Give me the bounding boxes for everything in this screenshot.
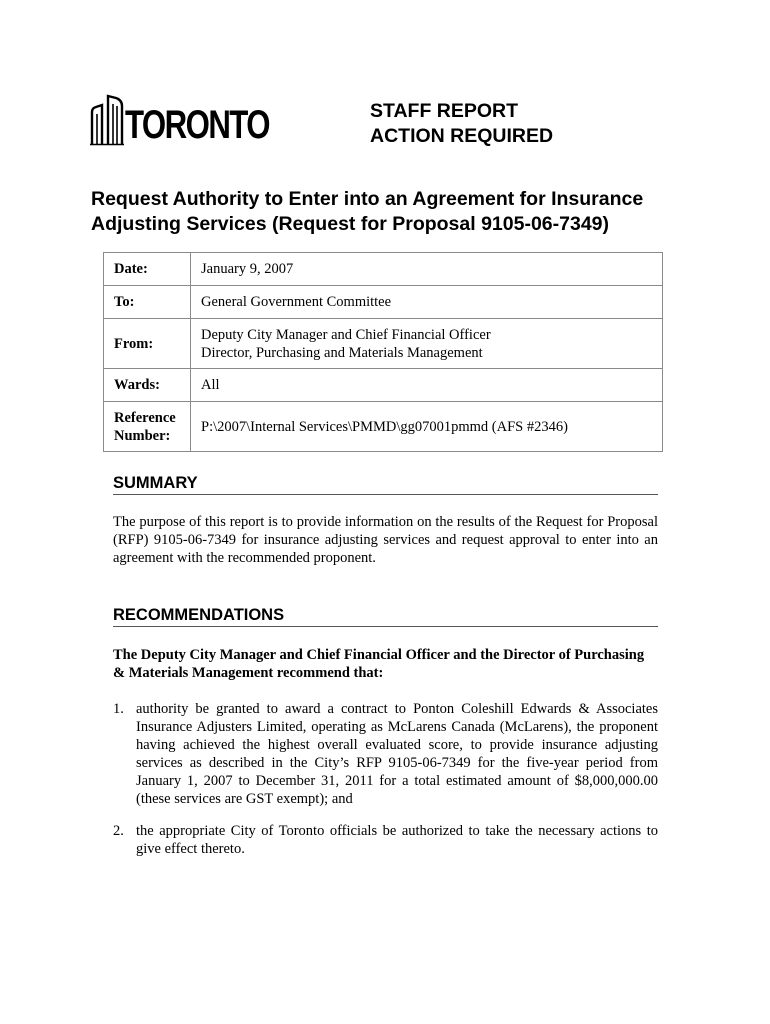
from-label: From: [104, 319, 191, 369]
list-item-number: 1. [113, 701, 124, 717]
date-label: Date: [104, 253, 191, 286]
list-item-text: the appropriate City of Toronto officials be authorized to take the necessary actions to give effect thereto. [136, 823, 658, 857]
table-row [104, 319, 663, 369]
to-label: To: [104, 286, 191, 319]
table-row [104, 286, 663, 319]
summary-heading: SUMMARY [113, 473, 658, 495]
list-item [113, 700, 658, 808]
report-details-table [103, 252, 663, 452]
recommendations-intro: The Deputy City Manager and Chief Financial Officer and the Director of Purchasing & Materials Management recommend that: [113, 647, 645, 681]
city-hall-icon [90, 94, 124, 146]
summary-text: The purpose of this report is to provide information on the results of the Request for Proposal (RFP) 9105-06-7349 for insurance adjusting services and request approval to enter into an agreement with the recommended proponent. [113, 514, 658, 566]
to-value: General Government Committee [191, 286, 663, 319]
recommendations-list [113, 700, 658, 872]
list-item-text: authority be granted to award a contract to Ponton Coleshill Edwards & Associates Insurance Adjusters Limited, operating as McLarens Canada (McLarens), the proponent having achieved the highest overall evaluated score, to provide insurance adjusting services as described in the City’s RFP 9105-06-7349 for the five-year period from January 1, 2007 to December 31, 2011 for a total estimated amount of $8,000,000.00 (these services are GST exempt); and [136, 701, 658, 807]
wards-value: All [191, 369, 663, 402]
wards-label: Wards: [104, 369, 191, 402]
list-item [113, 822, 658, 858]
reference-number-label: Reference Number: [104, 402, 191, 452]
table-row [104, 402, 663, 452]
from-value [191, 319, 663, 369]
date-value: January 9, 2007 [191, 253, 663, 286]
report-type-line-2: ACTION REQUIRED [370, 125, 554, 147]
report-type-line-1: STAFF REPORT [370, 100, 519, 122]
table-row [104, 369, 663, 402]
recommendations-heading: RECOMMENDATIONS [113, 605, 658, 627]
logo-wordmark: TORONTO [125, 103, 269, 147]
from-value-line-1: Deputy City Manager and Chief Financial Officer [201, 326, 491, 343]
list-item-number: 2. [113, 823, 124, 839]
reference-number-value: P:\2007\Internal Services\PMMD\gg07001pmmd (AFS #2346) [191, 402, 663, 452]
report-title: Request Authority to Enter into an Agreement for Insurance Adjusting Services (Request for Proposal 9105-06-7349) [91, 188, 644, 235]
city-logo [90, 94, 310, 146]
table-row [104, 253, 663, 286]
report-type [370, 99, 553, 149]
from-value-line-2: Director, Purchasing and Materials Management [201, 344, 483, 361]
